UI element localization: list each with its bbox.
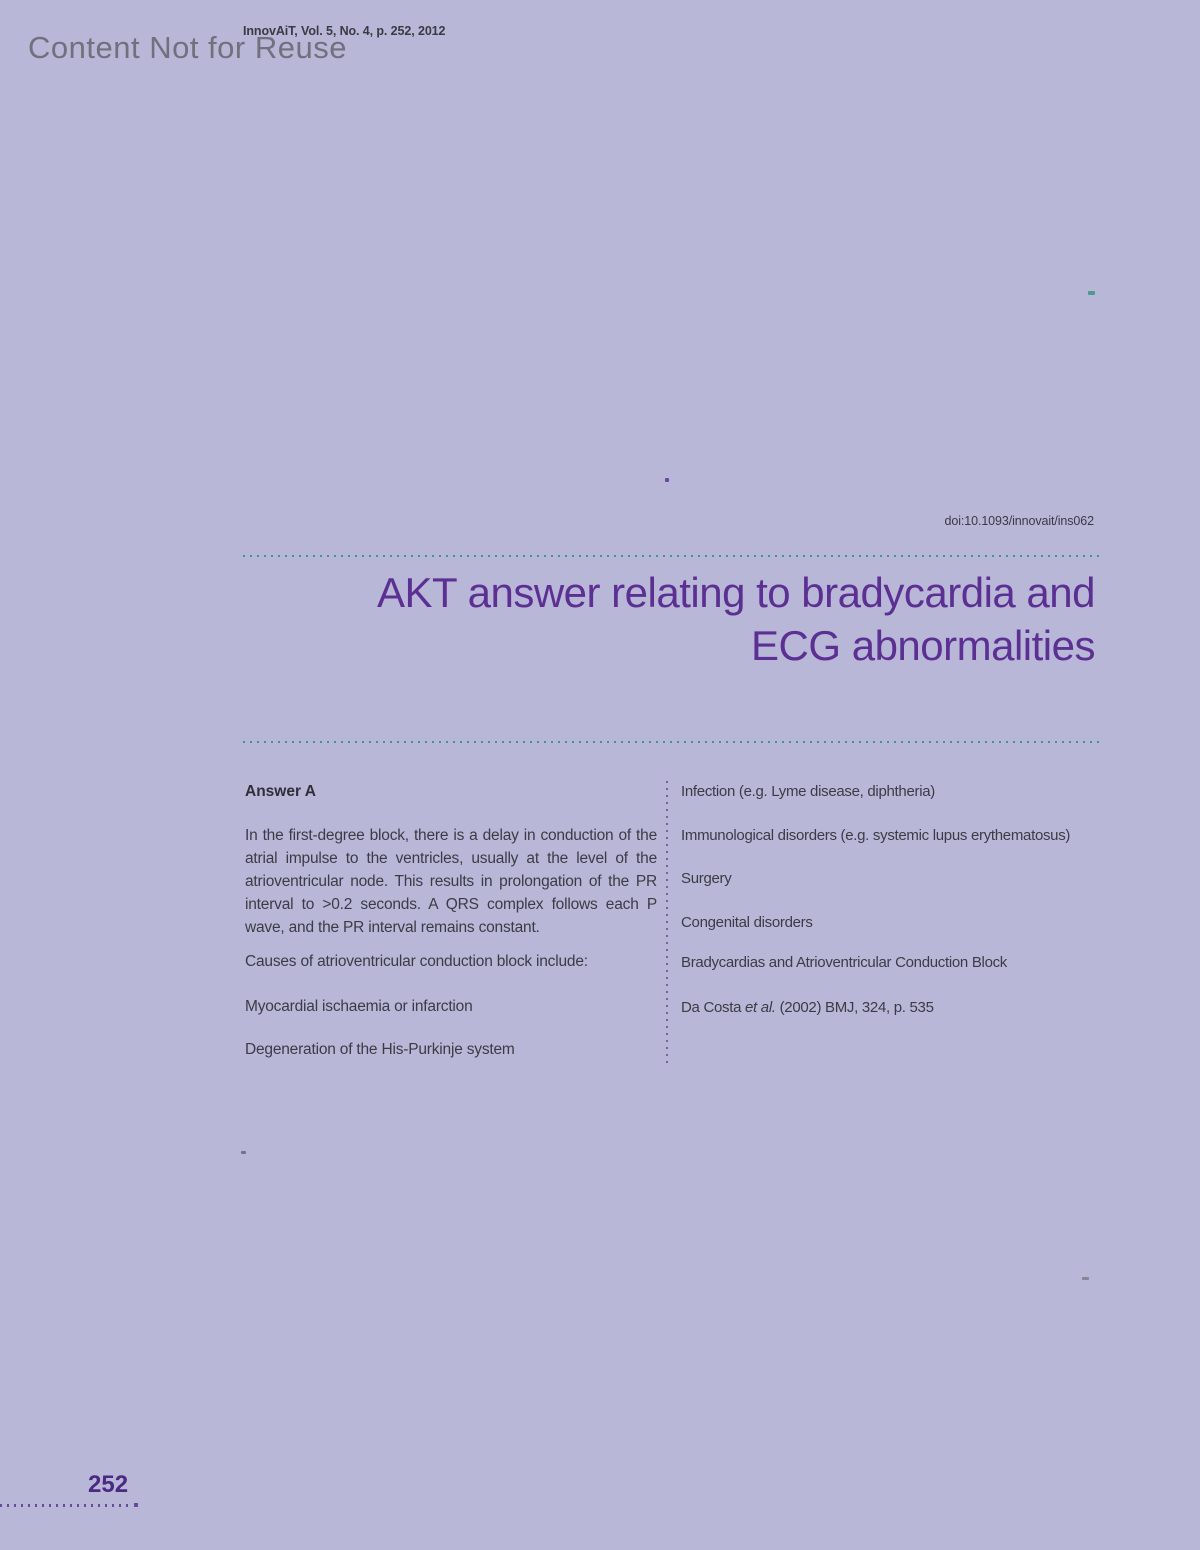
reference-citation	[681, 999, 934, 1016]
footer-end-dot	[134, 1503, 138, 1507]
right-column-item: Bradycardias and Atrioventricular Conduction Block	[681, 954, 1008, 971]
doi-text: doi:10.1093/innovait/ins062	[944, 514, 1094, 528]
stray-mark	[665, 478, 669, 482]
page-number: 252	[88, 1471, 129, 1498]
right-column-item: Surgery	[681, 870, 732, 887]
dotted-rule-footer	[0, 1504, 128, 1507]
journal-citation-header: InnovAiT, Vol. 5, No. 4, p. 252, 2012	[243, 24, 446, 38]
left-column-item: Causes of atrioventricular conduction block include:	[245, 953, 588, 970]
dotted-rule-top	[243, 555, 1103, 557]
watermark-text: Content Not for Reuse	[28, 30, 347, 65]
reference-details: (2002) BMJ, 324, p. 535	[775, 999, 934, 1016]
right-column-item: Immunological disorders (e.g. systemic lupus erythematosus)	[681, 827, 1071, 844]
stray-mark	[241, 1151, 246, 1154]
article-title	[195, 566, 1095, 672]
left-column-item: Myocardial ischaemia or infarction	[245, 998, 473, 1015]
dotted-rule-mid	[243, 741, 1103, 743]
reference-et-al: et al.	[745, 999, 776, 1016]
answer-paragraph: In the first-degree block, there is a delay in conduction of the atrial impulse to the ventricles, usually at the level of the atrioventricular node. This results in prolongation of the PR interval to >0.2 seconds. A QRS complex follows each P wave, and the PR interval remains constant.	[245, 827, 657, 936]
article-title-line2: ECG abnormalities	[751, 622, 1095, 669]
article-title-line1: AKT answer relating to bradycardia and	[377, 569, 1095, 616]
right-column-item: Congenital disorders	[681, 914, 813, 931]
left-column-item: Degeneration of the His-Purkinje system	[245, 1041, 515, 1058]
right-column-item: Infection (e.g. Lyme disease, diphtheria)	[681, 783, 935, 800]
answer-heading: Answer A	[245, 783, 316, 800]
reference-authors: Da Costa	[681, 999, 745, 1016]
stray-mark	[1088, 291, 1095, 295]
column-divider-dotted	[666, 781, 668, 1066]
stray-mark	[1082, 1277, 1089, 1280]
